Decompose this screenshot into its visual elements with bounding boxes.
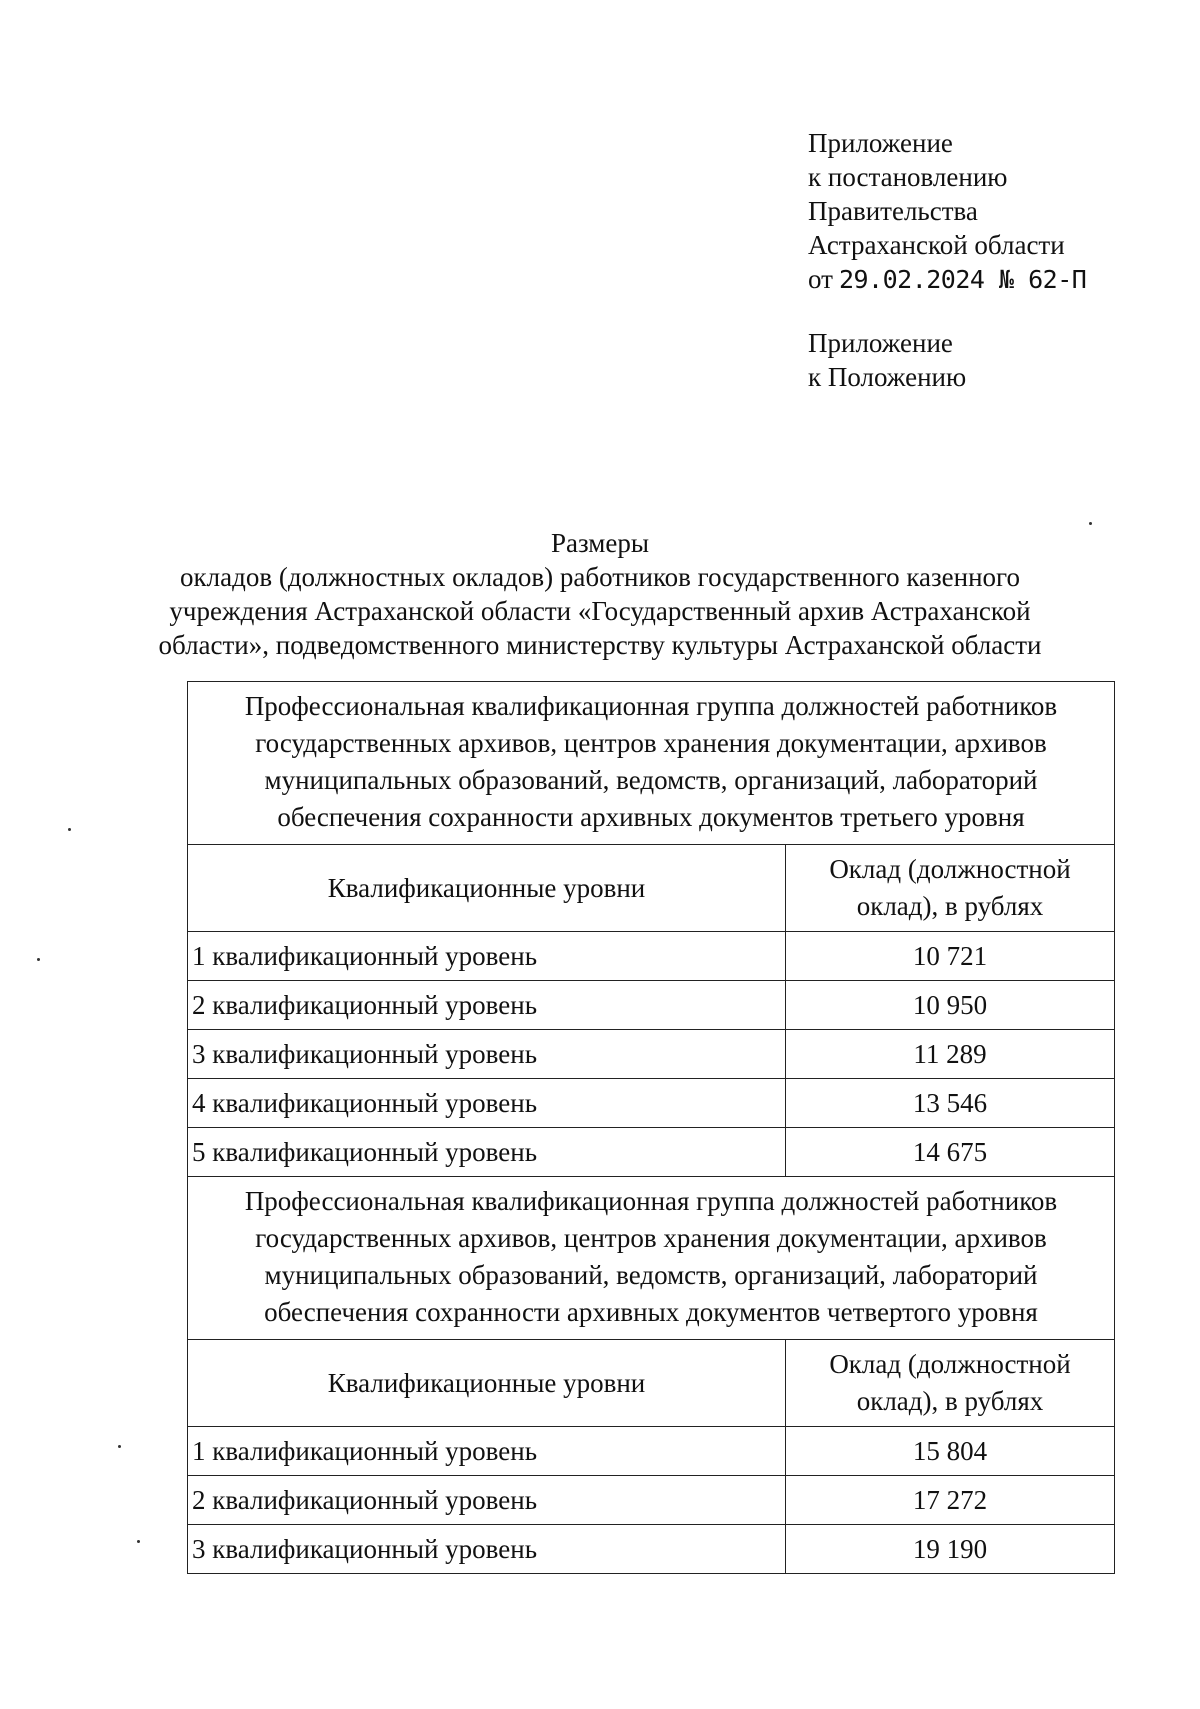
table-row: [188, 981, 1115, 1030]
table-row: [188, 1079, 1115, 1128]
decree-date-line: [808, 262, 1086, 297]
group-heading: [188, 682, 1115, 845]
salary-cell: 14 675: [786, 1128, 1115, 1177]
column-header-salary-line: оклад), в рублях: [856, 1386, 1044, 1416]
title-line: области», подведомственного министерству культуры Астраханской области: [158, 630, 1042, 660]
group-heading-line: государственных архивов, центров хранения документации, архивов: [255, 728, 1047, 758]
salary-cell: 13 546: [786, 1079, 1115, 1128]
document-title: [150, 526, 1050, 662]
scan-speck: [118, 1445, 121, 1448]
table-row: [188, 1476, 1115, 1525]
scan-speck: [1089, 522, 1092, 525]
column-header-row: [188, 845, 1115, 932]
appendix-line: к постановлению: [808, 162, 1008, 192]
appendix-regulation-line: к Положению: [808, 362, 967, 392]
salary-cell: 10 721: [786, 932, 1115, 981]
column-header-salary-line: Оклад (должностной: [829, 854, 1071, 884]
group-heading-line: обеспечения сохранности архивных документов третьего уровня: [277, 802, 1025, 832]
group-heading-row: [188, 1177, 1115, 1340]
appendix-line: Приложение: [808, 128, 953, 158]
appendix-regulation-line: Приложение: [808, 328, 953, 358]
column-header-level: Квалификационные уровни: [188, 1340, 786, 1427]
column-header-row: [188, 1340, 1115, 1427]
column-header-salary-line: оклад), в рублях: [856, 891, 1044, 921]
level-cell: 2 квалификационный уровень: [188, 1476, 786, 1525]
group-heading-line: государственных архивов, центров хранения документации, архивов: [255, 1223, 1047, 1253]
scan-speck: [137, 1540, 140, 1543]
title-line: учреждения Астраханской области «Государственный архив Астраханской: [169, 596, 1031, 626]
table-row: [188, 1525, 1115, 1574]
group-heading-line: Профессиональная квалификационная группа должностей работников: [244, 1186, 1058, 1216]
column-header-salary: [786, 845, 1115, 932]
level-cell: 5 квалификационный уровень: [188, 1128, 786, 1177]
group-heading-row: [188, 682, 1115, 845]
salary-cell: 10 950: [786, 981, 1115, 1030]
column-header-salary: [786, 1340, 1115, 1427]
salary-cell: 17 272: [786, 1476, 1115, 1525]
decree-prefix: от: [808, 264, 833, 294]
group-heading-line: обеспечения сохранности архивных документов четвертого уровня: [264, 1297, 1038, 1327]
scan-speck: [68, 828, 71, 831]
table-row: [188, 932, 1115, 981]
appendix-line: Астраханской области: [808, 230, 1065, 260]
salary-cell: 15 804: [786, 1427, 1115, 1476]
group-heading-line: муниципальных образований, ведомств, организаций, лабораторий: [264, 765, 1038, 795]
column-header-salary-line: Оклад (должностной: [829, 1349, 1071, 1379]
level-cell: 2 квалификационный уровень: [188, 981, 786, 1030]
title-line: окладов (должностных окладов) работников государственного казенного: [180, 562, 1020, 592]
level-cell: 3 квалификационный уровень: [188, 1030, 786, 1079]
table-row: [188, 1427, 1115, 1476]
group-heading-line: Профессиональная квалификационная группа должностей работников: [244, 691, 1058, 721]
salary-cell: 19 190: [786, 1525, 1115, 1574]
level-cell: 1 квалификационный уровень: [188, 1427, 786, 1476]
salary-cell: 11 289: [786, 1030, 1115, 1079]
level-cell: 1 квалификационный уровень: [188, 932, 786, 981]
title-line: Размеры: [551, 528, 649, 558]
table-row: [188, 1030, 1115, 1079]
table-row: [188, 1128, 1115, 1177]
group-heading-line: муниципальных образований, ведомств, организаций, лабораторий: [264, 1260, 1038, 1290]
salary-table: [187, 681, 1115, 1574]
group-heading: [188, 1177, 1115, 1340]
level-cell: 3 квалификационный уровень: [188, 1525, 786, 1574]
level-cell: 4 квалификационный уровень: [188, 1079, 786, 1128]
appendix-to-regulation: [808, 326, 966, 394]
decree-date-number: 29.02.2024 № 62-П: [838, 265, 1087, 294]
appendix-line: Правительства: [808, 196, 978, 226]
column-header-level: Квалификационные уровни: [188, 845, 786, 932]
scan-speck: [37, 958, 40, 961]
appendix-to-decree: [808, 126, 1086, 297]
